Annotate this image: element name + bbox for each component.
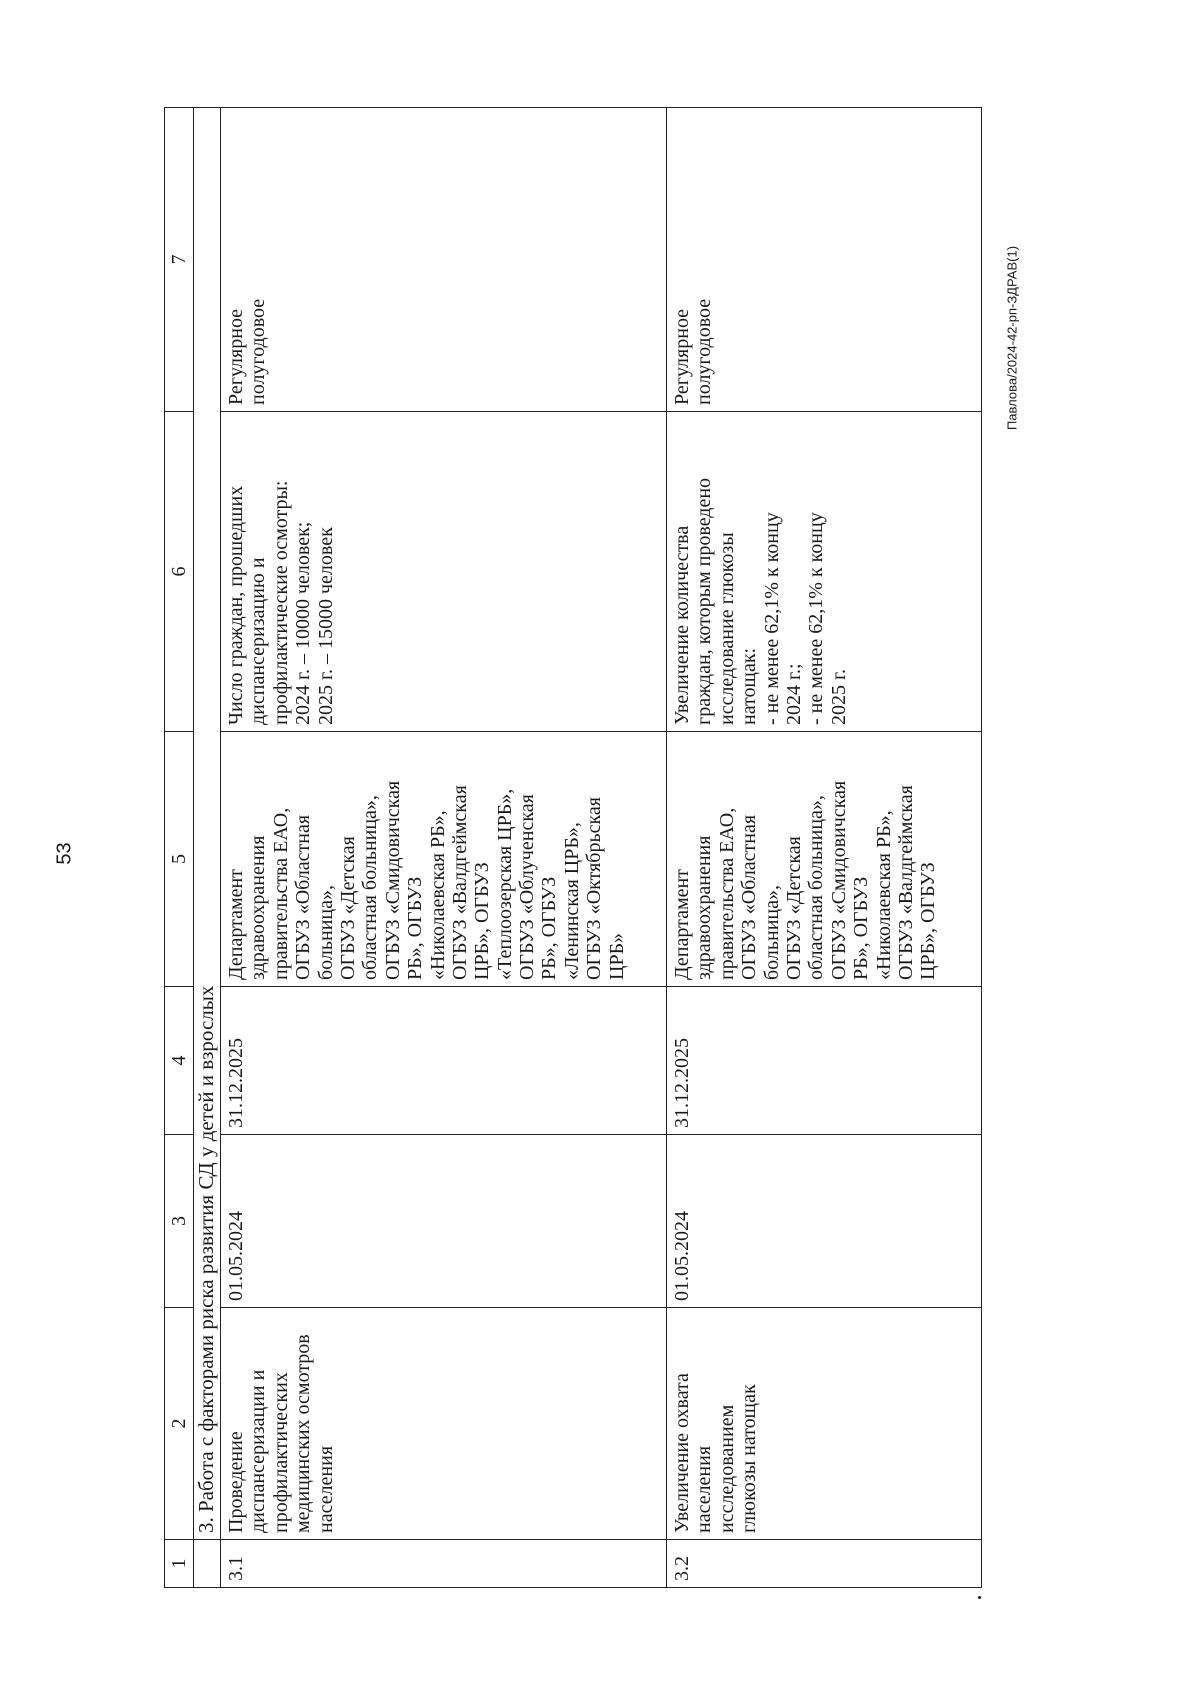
row-number: 3.1 [221, 1540, 667, 1588]
end-date-cell: 31.12.2025 [221, 987, 667, 1135]
indicator-cell: Увеличение количества граждан, которым проведено исследование глюкозы натощак: - не менее 62,1% к концу 2024 г.; - не менее 62,1% к концу 2025 г. [667, 412, 982, 732]
responsible-cell: Департамент здравоохранения правительства ЕАО, ОГБУЗ «Областная больница», ОГБУЗ «Детская областная больница», ОГБУЗ «Смидовичская РБ», ОГБУЗ «Николаевская РБ», ОГБУЗ «Валдгеймская ЦРБ», ОГБУЗ «Теплоозерская ЦРБ», ОГБУЗ «Облученская РБ», ОГБУЗ «Ленинская ЦРБ», ОГБУЗ «Октябрьская ЦРБ» [221, 732, 667, 987]
row-number: 3.2 [667, 1540, 982, 1588]
page-number: 53 [53, 842, 76, 865]
indicator-cell: Число граждан, прошедших диспансеризацию и профилактические осмотры: 2024 г. – 10000 человек; 2025 г. – 15000 человек [221, 412, 667, 732]
column-header: 7 [165, 108, 194, 412]
plan-table [164, 107, 982, 1588]
table-row [221, 108, 667, 1588]
table-row [667, 108, 982, 1588]
column-header: 2 [165, 1308, 194, 1540]
responsible-cell: Департамент здравоохранения правительства ЕАО, ОГБУЗ «Областная больница», ОГБУЗ «Детская областная больница», ОГБУЗ «Смидовичская РБ», ОГБУЗ «Николаевская РБ», ОГБУЗ «Валдгеймская ЦРБ», ОГБУЗ [667, 732, 982, 987]
start-date-cell: 01.05.2024 [221, 1135, 667, 1308]
section-spacer [194, 1540, 221, 1588]
column-header: 1 [165, 1540, 194, 1588]
column-header: 3 [165, 1135, 194, 1308]
start-date-cell: 01.05.2024 [667, 1135, 982, 1308]
scan-dot [978, 1596, 981, 1599]
end-date-cell: 31.12.2025 [667, 987, 982, 1135]
column-header: 5 [165, 732, 194, 987]
document-code: Павлова/2024-42-рп-ЗДРАВ(1) [1004, 245, 1020, 431]
column-header: 6 [165, 412, 194, 732]
section-title: 3. Работа с факторами риска развития СД у детей и взрослых [194, 108, 221, 1540]
frequency-cell: Регулярное полугодовое [221, 108, 667, 412]
event-cell: Проведение диспансеризации и профилактических медицинских осмотров населения [221, 1308, 667, 1540]
frequency-cell: Регулярное полугодовое [667, 108, 982, 412]
column-header: 4 [165, 987, 194, 1135]
plan-table-rotated [164, 108, 982, 1588]
section-row [194, 108, 221, 1588]
event-cell: Увеличение охвата населения исследованием глюкозы натощак [667, 1308, 982, 1540]
column-header-row [165, 108, 194, 1588]
